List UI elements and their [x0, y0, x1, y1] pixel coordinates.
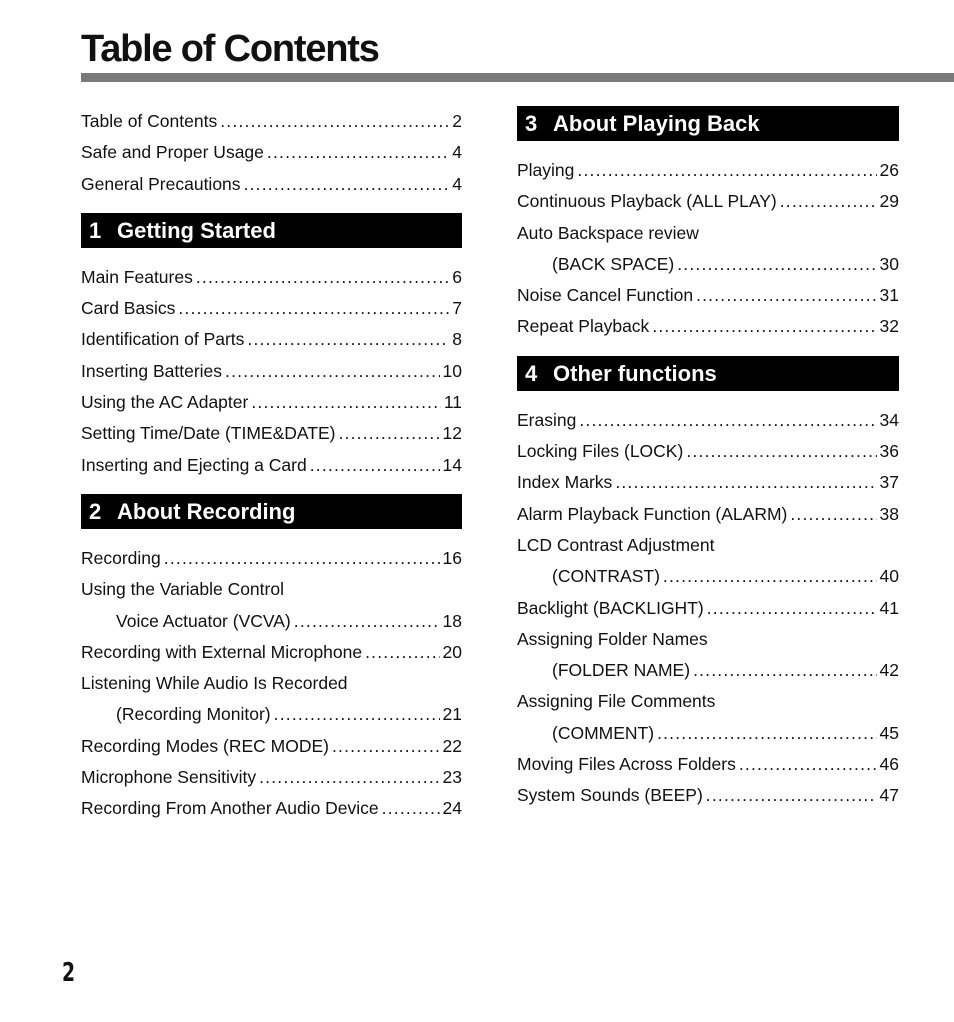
toc-entry-line — [81, 793, 462, 824]
toc-entry-title: LCD Contrast Adjustment — [517, 534, 715, 555]
dot-leader — [365, 637, 439, 668]
section-spacer — [517, 391, 899, 405]
toc-entry-line — [81, 169, 462, 200]
dot-leader — [577, 155, 876, 186]
section-header — [517, 356, 899, 391]
dot-leader — [615, 467, 876, 498]
toc-entry-line — [517, 499, 899, 530]
toc-page-number: 18 — [442, 610, 462, 631]
toc-page-number: 34 — [879, 409, 899, 430]
toc-entry-line — [517, 405, 899, 436]
toc-page-number: 20 — [442, 641, 462, 662]
toc-entry-line — [517, 718, 899, 749]
toc-entry-title: Playing — [517, 160, 575, 180]
toc-entry-line — [81, 543, 462, 574]
section-spacer — [517, 343, 899, 356]
toc-entry[interactable] — [81, 731, 462, 762]
toc-page-number: 47 — [879, 785, 899, 806]
toc-entry-title: Inserting and Ejecting a Card — [81, 454, 307, 475]
toc-entry-line — [517, 749, 899, 780]
toc-entry[interactable] — [81, 106, 462, 137]
toc-entry-title: Identification of Parts — [81, 329, 245, 350]
toc-entry-title: Repeat Playback — [517, 316, 650, 337]
toc-entry-line — [81, 387, 462, 418]
section-header — [517, 106, 899, 141]
toc-entry-line — [81, 574, 462, 605]
toc-entry-line — [81, 731, 462, 762]
section-number: 3 — [525, 111, 538, 136]
toc-entry[interactable] — [517, 436, 899, 467]
toc-entry[interactable] — [81, 450, 462, 481]
toc-entry[interactable] — [81, 762, 462, 793]
toc-entry-line — [517, 311, 899, 342]
toc-page-number: 24 — [442, 798, 462, 819]
dot-leader — [267, 137, 449, 168]
section-spacer — [81, 529, 462, 543]
toc-entry-title: Recording with External Microphone — [81, 641, 363, 662]
toc-entry-title: Main Features — [81, 266, 193, 287]
toc-entry[interactable] — [81, 793, 462, 824]
toc-entry-title-cont: (COMMENT) — [552, 722, 655, 743]
toc-entry-title: Continuous Playback (ALL PLAY) — [517, 191, 777, 212]
toc-entry-title: Locking Files (LOCK) — [517, 441, 684, 462]
dot-leader — [225, 356, 439, 387]
toc-entry-line — [517, 186, 899, 217]
toc-page-number: 38 — [879, 503, 899, 524]
title-rule — [81, 73, 954, 82]
toc-entry-title: Safe and Proper Usage — [81, 142, 264, 163]
dot-leader — [652, 311, 876, 342]
toc-entry-line — [517, 655, 899, 686]
dot-leader — [677, 249, 876, 280]
toc-entry-line — [517, 155, 899, 186]
toc-entry[interactable] — [517, 530, 899, 593]
toc-entry-line — [517, 780, 899, 811]
toc-page-number: 10 — [442, 360, 462, 381]
toc-entry[interactable] — [81, 543, 462, 574]
toc-entry-line — [81, 699, 462, 730]
dot-leader — [686, 436, 876, 467]
toc-entry[interactable] — [81, 418, 462, 449]
toc-page-number: 7 — [452, 298, 462, 319]
toc-entry-line — [517, 530, 899, 561]
toc-page-number: 4 — [452, 142, 462, 163]
toc-page-number: 36 — [879, 441, 899, 462]
toc-page-number: 8 — [452, 329, 462, 350]
toc-entry-line — [517, 218, 899, 249]
toc-entry-title: Using the AC Adapter — [81, 392, 249, 413]
section-spacer — [81, 248, 462, 262]
toc-entry[interactable] — [517, 749, 899, 780]
toc-entry-line — [517, 436, 899, 467]
dot-leader — [696, 280, 876, 311]
toc-page-number: 41 — [879, 597, 899, 618]
toc-page-number: 30 — [879, 253, 899, 274]
toc-page-number: 40 — [879, 566, 899, 587]
toc-entry-line — [81, 668, 462, 699]
toc-entry-title: Recording — [81, 547, 161, 568]
section-number: 2 — [89, 498, 102, 524]
section-title: About Recording — [117, 498, 296, 524]
dot-leader — [220, 106, 449, 137]
toc-entry-title: Inserting Batteries — [81, 360, 223, 381]
dot-leader — [780, 186, 877, 217]
toc-entry-line — [517, 280, 899, 311]
dot-leader — [259, 762, 439, 793]
toc-entry-line — [81, 418, 462, 449]
toc-entry[interactable] — [81, 668, 462, 731]
dot-leader — [164, 543, 440, 574]
dot-leader — [244, 169, 450, 200]
toc-page-number: 29 — [879, 191, 899, 212]
toc-page-number: 32 — [879, 316, 899, 337]
toc-right-column — [517, 106, 899, 812]
toc-entry-title: Alarm Playback Function (ALARM) — [517, 503, 788, 524]
toc-entry-title-cont: (FOLDER NAME) — [552, 660, 691, 681]
toc-entry-title: Assigning File Comments — [517, 691, 716, 712]
dot-leader — [338, 418, 439, 449]
toc-entry-title: Recording From Another Audio Device — [81, 798, 379, 819]
toc-entry[interactable] — [81, 169, 462, 200]
dot-leader — [274, 699, 440, 730]
toc-entry[interactable] — [517, 155, 899, 186]
toc-page-number: 31 — [879, 285, 899, 306]
toc-entry-title: Card Basics — [81, 298, 176, 319]
toc-entry-line — [517, 686, 899, 717]
section-title: Getting Started — [117, 217, 276, 243]
dot-leader — [739, 749, 877, 780]
toc-entry[interactable] — [81, 637, 462, 668]
toc-entry[interactable] — [517, 593, 899, 624]
section-title: About Playing Back — [553, 111, 760, 136]
dot-leader — [657, 718, 876, 749]
toc-page-number: 23 — [442, 767, 462, 788]
toc-page-number: 42 — [879, 660, 899, 681]
toc-page-number: 6 — [452, 266, 462, 287]
toc-entry-title: Microphone Sensitivity — [81, 767, 257, 788]
toc-page-number: 26 — [879, 160, 899, 180]
toc-entry-title: Moving Files Across Folders — [517, 754, 736, 775]
section-title: Other functions — [553, 360, 717, 386]
toc-entry[interactable] — [81, 387, 462, 418]
toc-entry[interactable] — [517, 624, 899, 687]
toc-page-number: 11 — [443, 392, 462, 413]
toc-page-number: 2 — [452, 111, 462, 131]
section-spacer — [81, 200, 462, 213]
toc-entry[interactable] — [81, 324, 462, 355]
toc-entry-title: Table of Contents — [81, 111, 218, 131]
toc-entry[interactable] — [517, 499, 899, 530]
toc-entry[interactable] — [81, 137, 462, 168]
toc-entry-line — [81, 762, 462, 793]
toc-entry-line — [81, 450, 462, 481]
toc-entry-line — [517, 593, 899, 624]
toc-entry-line — [81, 324, 462, 355]
toc-page-number: 37 — [879, 472, 899, 493]
toc-entry[interactable] — [81, 293, 462, 324]
toc-entry-title: Index Marks — [517, 472, 613, 493]
toc-entry[interactable] — [517, 467, 899, 498]
toc-entry[interactable] — [517, 186, 899, 217]
dot-leader — [790, 499, 876, 530]
toc-page-number: 22 — [442, 735, 462, 756]
toc-page-number: 4 — [452, 173, 462, 194]
toc-entry[interactable] — [517, 780, 899, 811]
toc-entry-title: Recording Modes (REC MODE) — [81, 735, 329, 756]
dot-leader — [382, 793, 440, 824]
toc-entry-line — [81, 637, 462, 668]
dot-leader — [332, 731, 440, 762]
toc-entry-line — [81, 293, 462, 324]
toc-page-number: 12 — [442, 423, 462, 444]
toc-page-number: 21 — [442, 704, 462, 725]
section-header — [81, 213, 462, 248]
toc-entry-line — [81, 606, 462, 637]
toc-entry-title-cont: (BACK SPACE) — [552, 253, 675, 274]
section-number: 1 — [89, 217, 102, 243]
dot-leader — [247, 324, 449, 355]
toc-entry-line — [517, 624, 899, 655]
toc-entry[interactable] — [517, 218, 899, 281]
toc-entry[interactable] — [81, 262, 462, 293]
toc-entry-title-cont: Voice Actuator (VCVA) — [116, 610, 291, 631]
dot-leader — [663, 561, 877, 592]
toc-entry-title: Setting Time/Date (TIME&DATE) — [81, 423, 336, 444]
page-number: 2 — [62, 958, 76, 988]
toc-page-number: 46 — [879, 754, 899, 775]
toc-entry-line — [81, 137, 462, 168]
dot-leader — [196, 262, 449, 293]
toc-entry[interactable] — [517, 311, 899, 342]
toc-entry-line — [517, 467, 899, 498]
toc-entry-title: Auto Backspace review — [517, 222, 699, 243]
dot-leader — [178, 293, 449, 324]
page-title: Table of Contents — [81, 28, 379, 70]
section-header — [81, 494, 462, 529]
dot-leader — [693, 655, 876, 686]
dot-leader — [579, 405, 876, 436]
toc-page-number: 16 — [442, 547, 462, 568]
dot-leader — [251, 387, 441, 418]
toc-entry-title: Backlight (BACKLIGHT) — [517, 597, 704, 618]
toc-entry-line — [517, 249, 899, 280]
toc-entry-line — [517, 561, 899, 592]
toc-page-number: 45 — [879, 722, 899, 743]
toc-entry-title: Assigning Folder Names — [517, 628, 708, 649]
toc-entry[interactable] — [81, 356, 462, 387]
toc-entry[interactable] — [81, 574, 462, 637]
toc-entry-line — [81, 356, 462, 387]
toc-page-number: 14 — [442, 454, 462, 475]
toc-entry[interactable] — [517, 280, 899, 311]
toc-entry-title-cont: (Recording Monitor) — [116, 704, 271, 725]
toc-entry-title: Noise Cancel Function — [517, 285, 694, 306]
toc-entry[interactable] — [517, 686, 899, 749]
toc-entry-title: Using the Variable Control — [81, 579, 284, 600]
toc-entry-title: System Sounds (BEEP) — [517, 785, 703, 806]
toc-entry-title: Erasing — [517, 409, 577, 430]
toc-entry-line — [81, 106, 462, 137]
section-spacer — [81, 481, 462, 494]
toc-entry[interactable] — [517, 405, 899, 436]
section-number: 4 — [525, 360, 538, 386]
section-spacer — [517, 141, 899, 155]
toc-entry-title: Listening While Audio Is Recorded — [81, 673, 348, 694]
toc-entry-title-cont: (CONTRAST) — [552, 566, 660, 587]
toc-entry-title: General Precautions — [81, 173, 241, 194]
dot-leader — [706, 780, 877, 811]
dot-leader — [310, 450, 440, 481]
toc-left-column — [81, 106, 462, 825]
toc-entry-line — [81, 262, 462, 293]
dot-leader — [294, 606, 440, 637]
dot-leader — [707, 593, 877, 624]
